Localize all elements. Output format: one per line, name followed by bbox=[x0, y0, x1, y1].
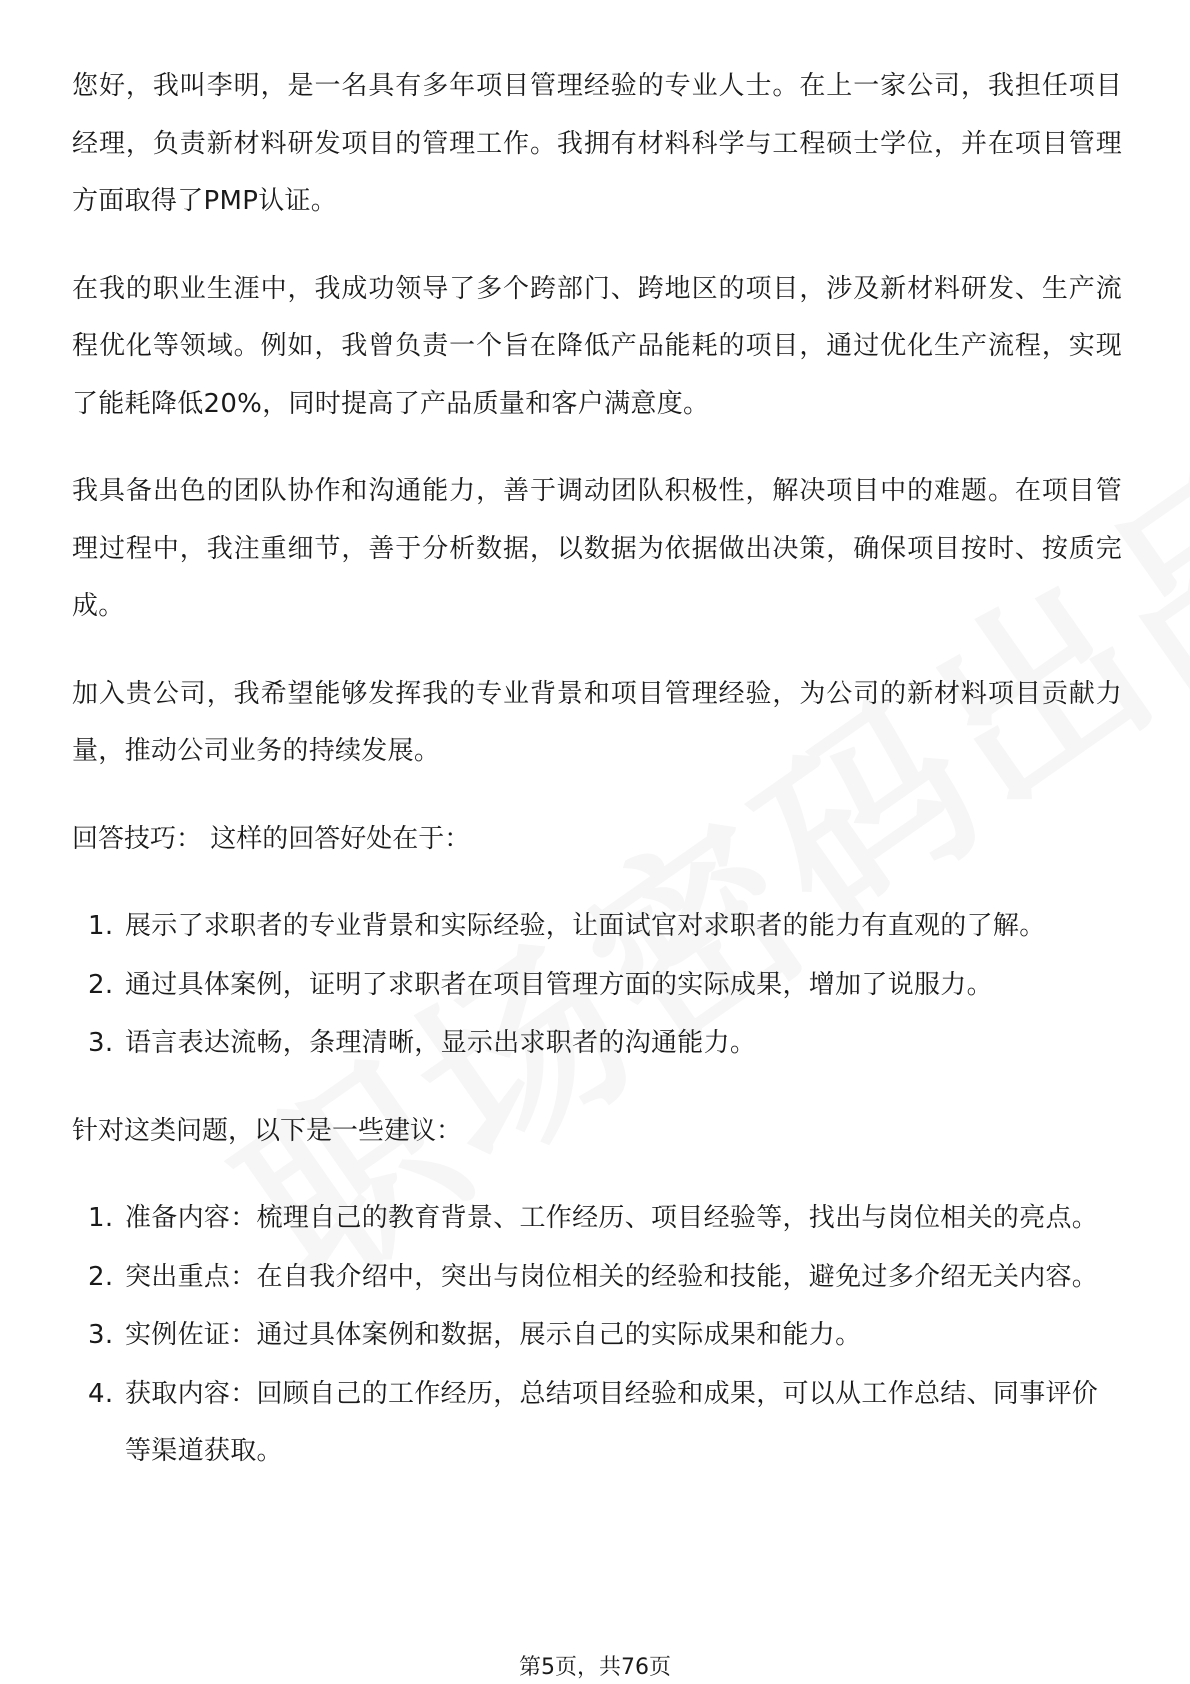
list-text: 获取内容：回顾自己的工作经历，总结项目经验和成果，可以从工作总结、同事评价等渠道获取。 bbox=[125, 1378, 1099, 1466]
paragraph-career: 在我的职业生涯中，我成功领导了多个跨部门、跨地区的项目，涉及新材料研发、生产流程优化等领域。例如，我曾负责一个旨在降低产品能耗的项目，通过优化生产流程，实现了能耗降低20%，同时提高了产品质量和客户满意度。 bbox=[72, 273, 1122, 419]
page-footer: 第5页，共76页 bbox=[519, 1655, 671, 1680]
paragraph-intro: 您好，我叫李明，是一名具有多年项目管理经验的专业人士。在上一家公司，我担任项目经理，负责新材料研发项目的管理工作。我拥有材料科学与工程硕士学位，并在项目管理方面取得了PMP认证。 bbox=[72, 71, 1122, 216]
advice-list bbox=[72, 1190, 1122, 1481]
list-item bbox=[72, 1366, 1122, 1481]
list-text: 语言表达流畅，条理清晰，显示出求职者的沟通能力。 bbox=[125, 1028, 757, 1058]
list-number: 4. bbox=[88, 1378, 114, 1409]
list-item bbox=[72, 1249, 1122, 1307]
list-number: 2. bbox=[88, 969, 114, 1000]
list-text: 实例佐证：通过具体案例和数据，展示自己的实际成果和能力。 bbox=[125, 1320, 862, 1350]
list-text: 展示了求职者的专业背景和实际经验，让面试官对求职者的能力有直观的了解。 bbox=[125, 911, 1046, 941]
list-text: 准备内容：梳理自己的教育背景、工作经历、项目经验等，找出与岗位相关的亮点。 bbox=[125, 1203, 1099, 1233]
tips-list bbox=[72, 898, 1122, 1073]
list-number: 3. bbox=[88, 1320, 114, 1350]
paragraph-skills: 我具备出色的团队协作和沟通能力，善于调动团队积极性，解决项目中的难题。在项目管理过程中，我注重细节，善于分析数据，以数据为依据做出决策，确保项目按时、按质完成。 bbox=[72, 476, 1122, 621]
list-text: 突出重点：在自我介绍中，突出与岗位相关的经验和技能，避免过多介绍无关内容。 bbox=[125, 1261, 1099, 1292]
list-number: 2. bbox=[88, 1261, 114, 1292]
tips-heading: 回答技巧： 这样的回答好处在于： bbox=[72, 823, 471, 854]
paragraph-goal: 加入贵公司，我希望能够发挥我的专业背景和项目管理经验，为公司的新材料项目贡献力量，推动公司业务的持续发展。 bbox=[72, 678, 1122, 766]
list-item bbox=[72, 1190, 1122, 1248]
list-item bbox=[72, 1015, 1122, 1073]
list-item bbox=[72, 898, 1122, 956]
list-item bbox=[72, 957, 1122, 1015]
list-item bbox=[72, 1307, 1122, 1365]
list-number: 1. bbox=[88, 1203, 114, 1233]
list-number: 3. bbox=[88, 1028, 114, 1058]
list-number: 1. bbox=[88, 911, 114, 941]
list-text: 通过具体案例，证明了求职者在项目管理方面的实际成果，增加了说服力。 bbox=[125, 969, 993, 1000]
document-page bbox=[72, 58, 1122, 1511]
advice-heading: 针对这类问题，以下是一些建议： bbox=[72, 1115, 463, 1146]
